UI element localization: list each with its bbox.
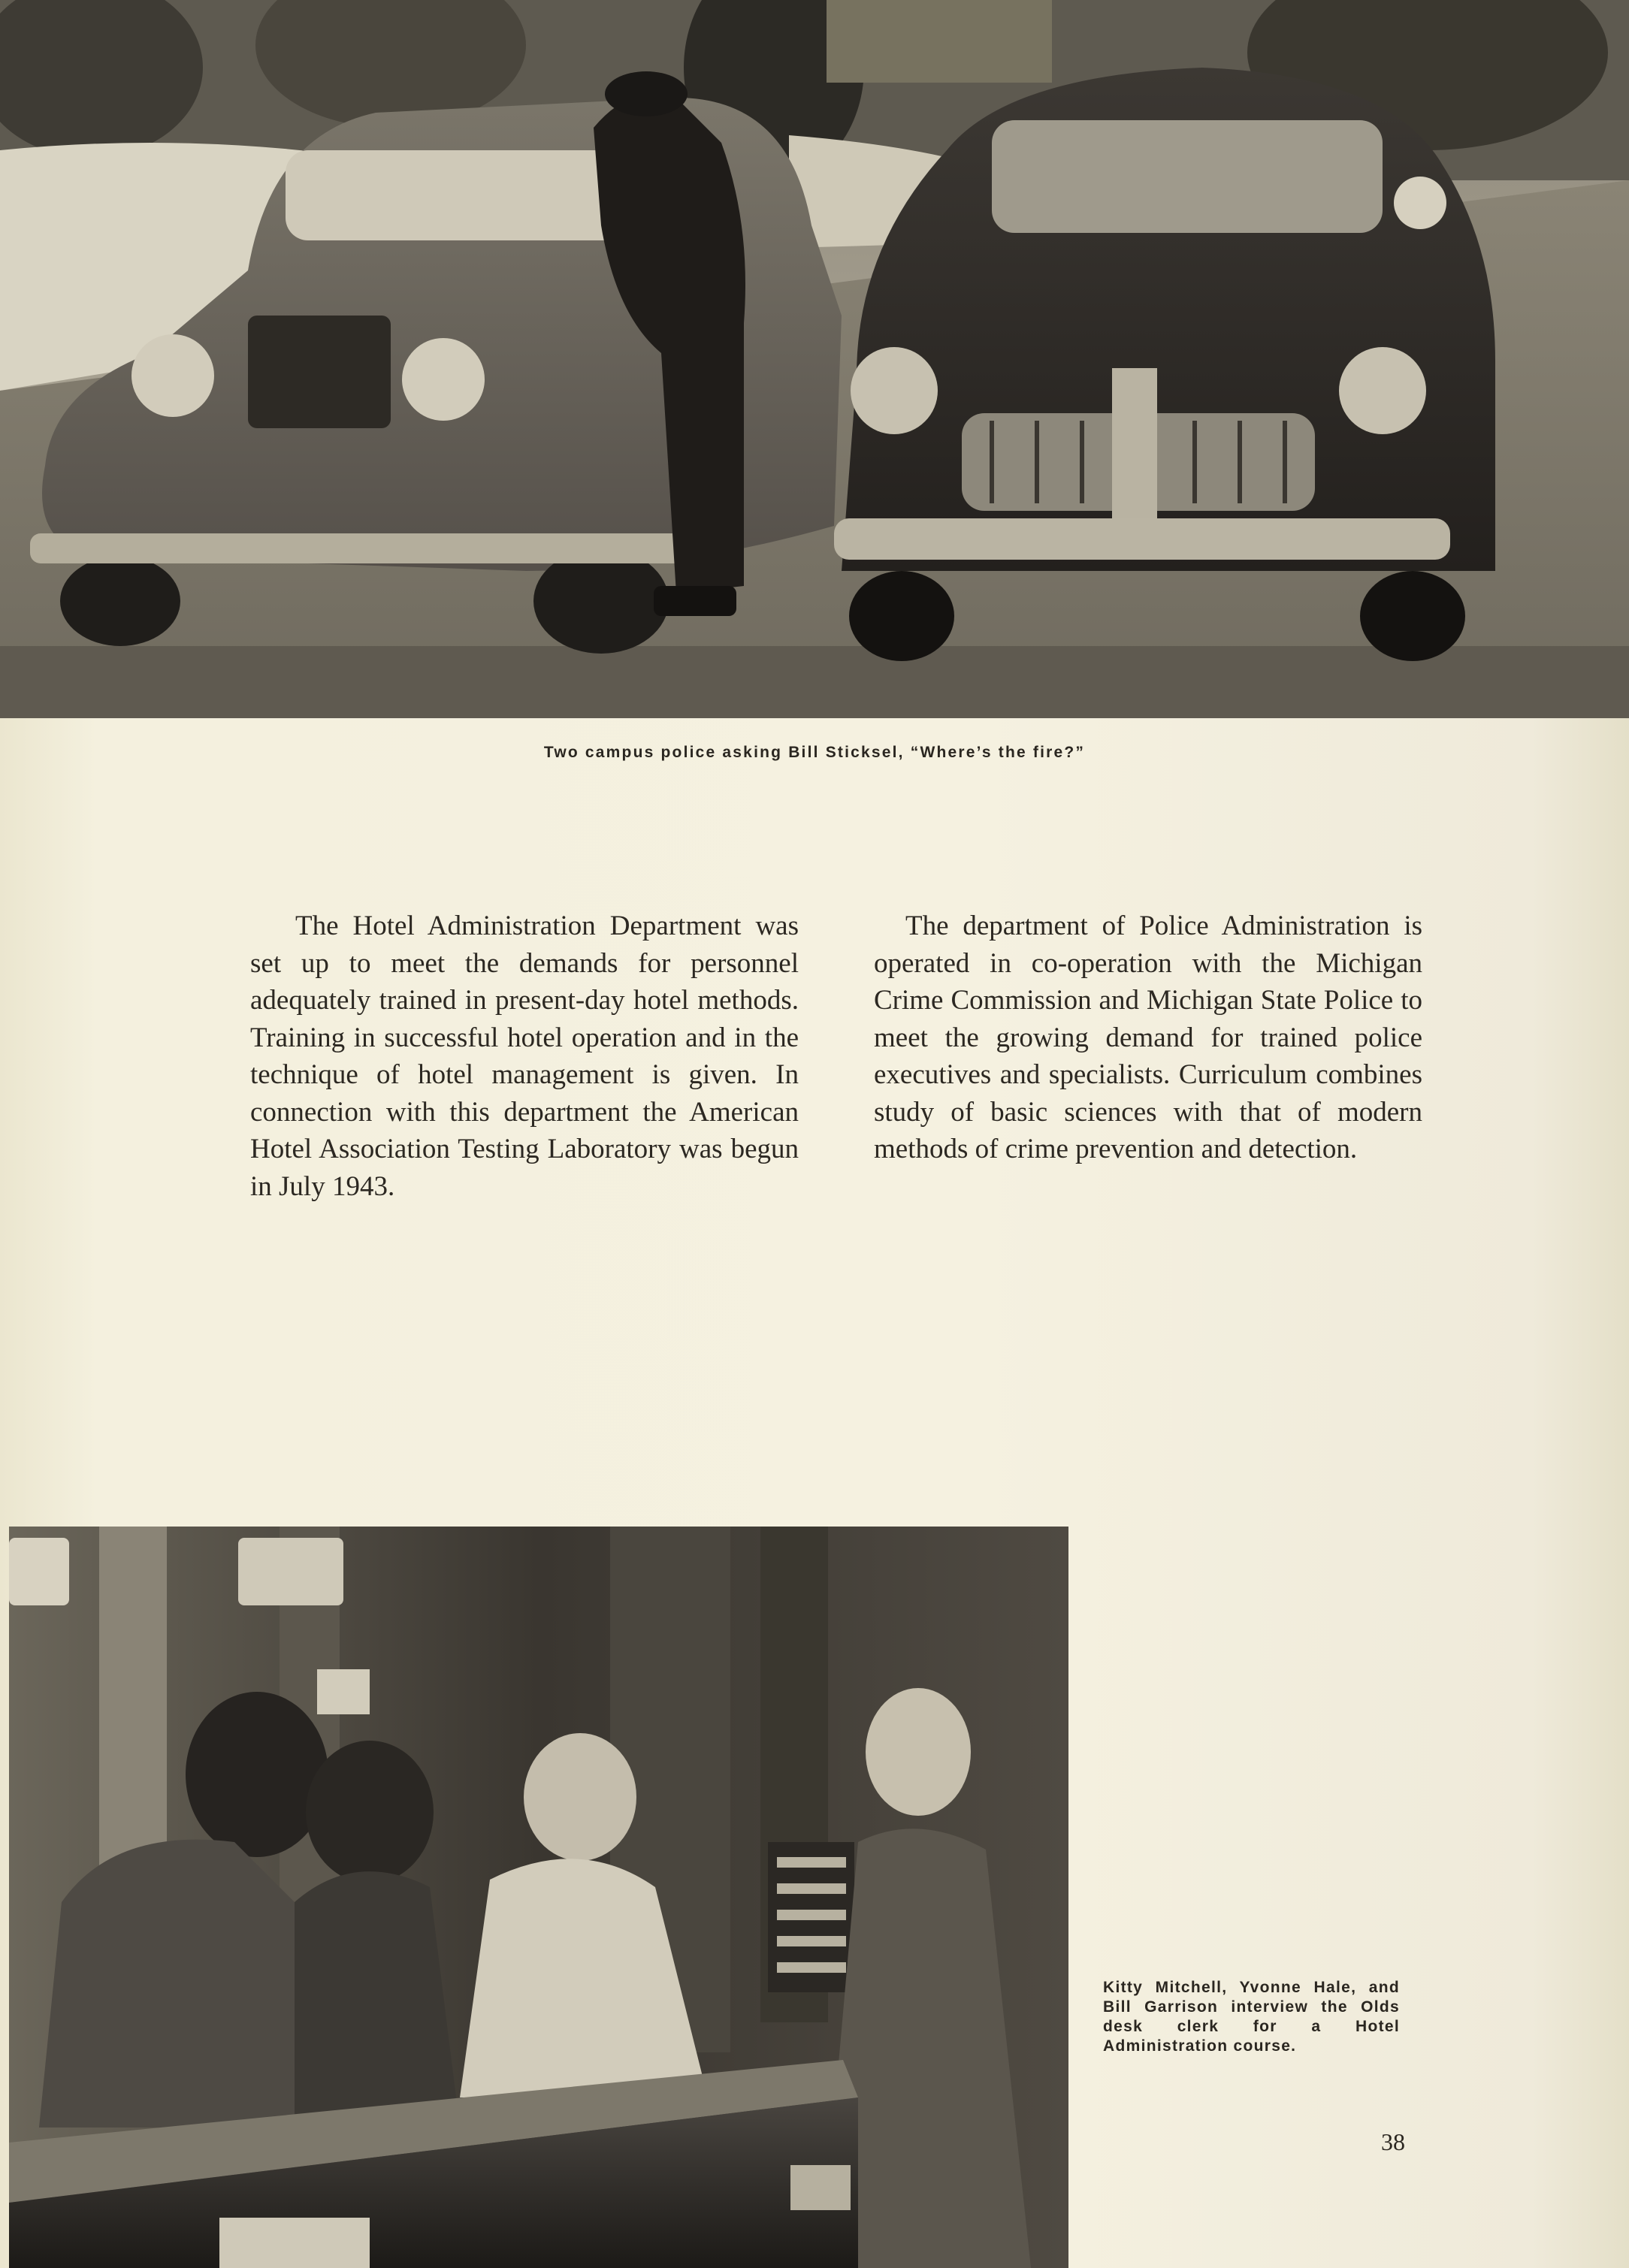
campus-police-cars-photo bbox=[0, 0, 1629, 718]
hotel-desk-interview-photo bbox=[9, 1527, 1068, 2268]
police-administration-paragraph: The department of Police Administration is operated in co-operation with the Michigan Crime Commission and Michigan State Police to meet the growing demand for trained police executives and specialists. Curriculum combines study of basic sciences with that of modern methods of crime prevention and detection. bbox=[874, 911, 1422, 1164]
top-photo-caption: Two campus police asking Bill Sticksel, “Where’s the fire?” bbox=[543, 744, 1086, 761]
page-number: 38 bbox=[1381, 2128, 1405, 2155]
hotel-administration-paragraph: The Hotel Administration Department was set up to meet the demands for personnel adequately trained in present-day hotel methods. Training in successful hotel operation and in the technique of hotel management is given. In connection with this department the American Hotel Association Testing Laboratory was begun in July 1943. bbox=[250, 911, 799, 1202]
bottom-photo-caption: Kitty Mitchell, Yvonne Hale, and Bill Garrison interview the Olds desk clerk for a Hotel Administration course. bbox=[1103, 1979, 1400, 2055]
